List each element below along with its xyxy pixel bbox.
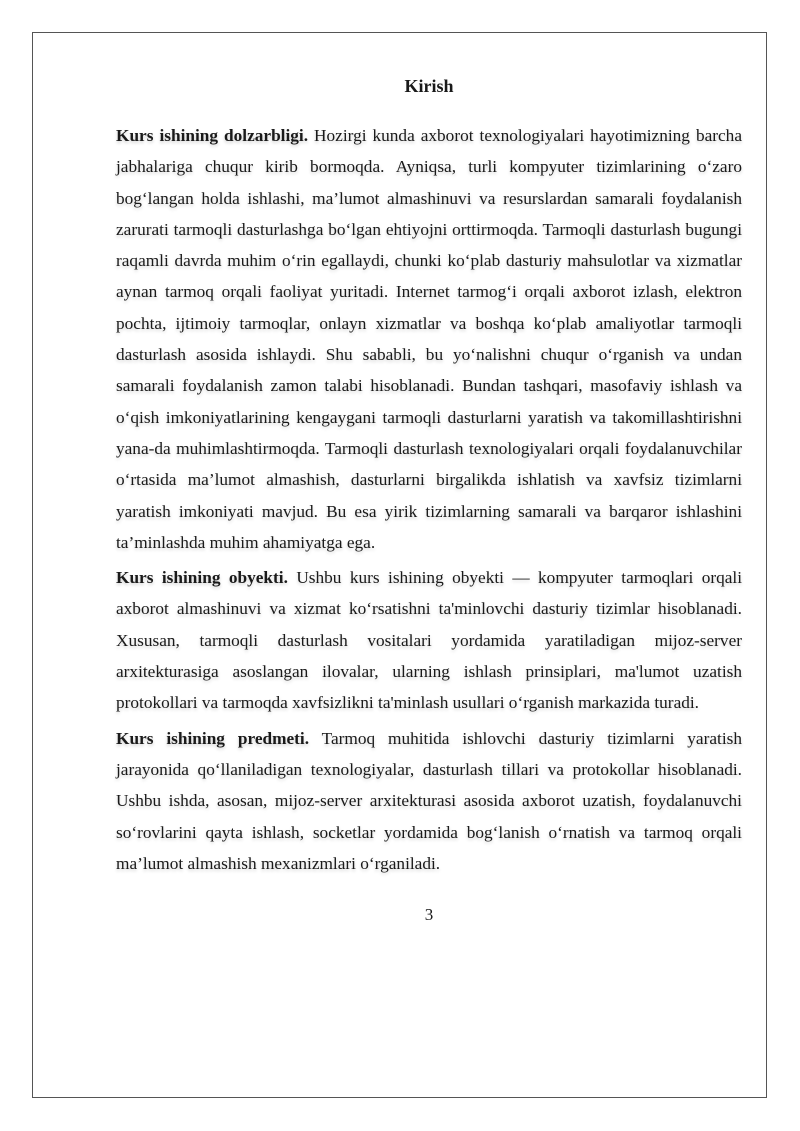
paragraph-lead: Kurs ishining predmeti. (116, 728, 310, 748)
page-number: 3 (424, 905, 434, 925)
paragraph-lead: Kurs ishining dolzarbligi. (116, 126, 309, 145)
paragraph-text: Hozirgi kunda axborot texnologiyalari hayotimizning barcha jabhalariga chuqur kirib bormoqda. Ayniqsa, turli kompyuter tizimlarining o‘zaro bog‘langan holda ishlashi, ma’lumot almashinuvi va resurslardan samarali foydalanish zarurati tarmoqli dasturlashga bo‘lgan ehtiyojni orttirmoqda. Tarmoqli dasturlash bugungi raqamli davrda muhim o‘rin egallaydi, chunki ko‘plab dasturiy mahsulotlar va xizmatlar aynan tarmoq orqali faoliyat yuritadi. Internet tarmog‘i orqali axborot izlash, elektron pochta, ijtimoiy tarmoqlar, onlayn xizmatlar va boshqa ko‘plab amaliyotlar tarmoqli dasturlash asosida ishlaydi. Shu sababli, bu yo‘nalishni chuqur o‘rganish va undan samarali foydalanish zamon talabi hisoblanadi. Bundan tashqari, masofaviy ishlash va o‘qish imkoniyatlarining kengaygani tarmoqli dasturlarni yaratish va takomillashtirishni yana-da muhimlashtirmoqda. Tarmoqli dasturlash texnologiyalari orqali foydalanuvchilar o‘rtasida ma’lumot almashish, dasturlarni birgalikda ishlatish va xavfsiz tizimlarni yaratish imkoniyati mavjud. Bu esa yirik tizimlarning samarali va barqaror ishlashini ta’minlashda muhim ahamiyatga ega. (116, 126, 742, 552)
paragraph-object (116, 562, 742, 718)
section-title: Kirish (404, 76, 454, 96)
paragraph-lead: Kurs ishining obyekti. (116, 568, 288, 588)
paragraph-text: Ushbu kurs ishining obyekti — kompyuter tarmoqlari orqali axborot almashinuvi va xizmat ko‘rsatishni ta'minlovchi dasturiy tizimlar hisoblanadi. Xususan, tarmoqli dasturlash vositalari yordamida yaratiladigan mijoz-server arxitekturasiga asoslangan ilovalar, ularning ishlash prinsiplari, ma'lumot uzatish protokollari va tarmoqda xavfsizlikni ta'minlash usullari o‘rganish markazida turadi. (116, 568, 743, 713)
paragraph-subject (116, 723, 742, 879)
paragraph-relevance (116, 120, 742, 558)
page-content (116, 72, 742, 927)
paragraph-text: Tarmoq muhitida ishlovchi dasturiy tizimlarni yaratish jarayonida qo‘llaniladigan texnologiyalar, dasturlash tillari va protokollar hisoblanadi. Ushbu ishda, asosan, mijoz-server arxitekturasi asosida axborot uzatish, foydalanuvchi so‘rovlarini qayta ishlash, socketlar yordamida bog‘lanish o‘rnatish va tarmoq orqali ma’lumot almashish mexanizmlari o‘rganiladi. (116, 728, 742, 873)
